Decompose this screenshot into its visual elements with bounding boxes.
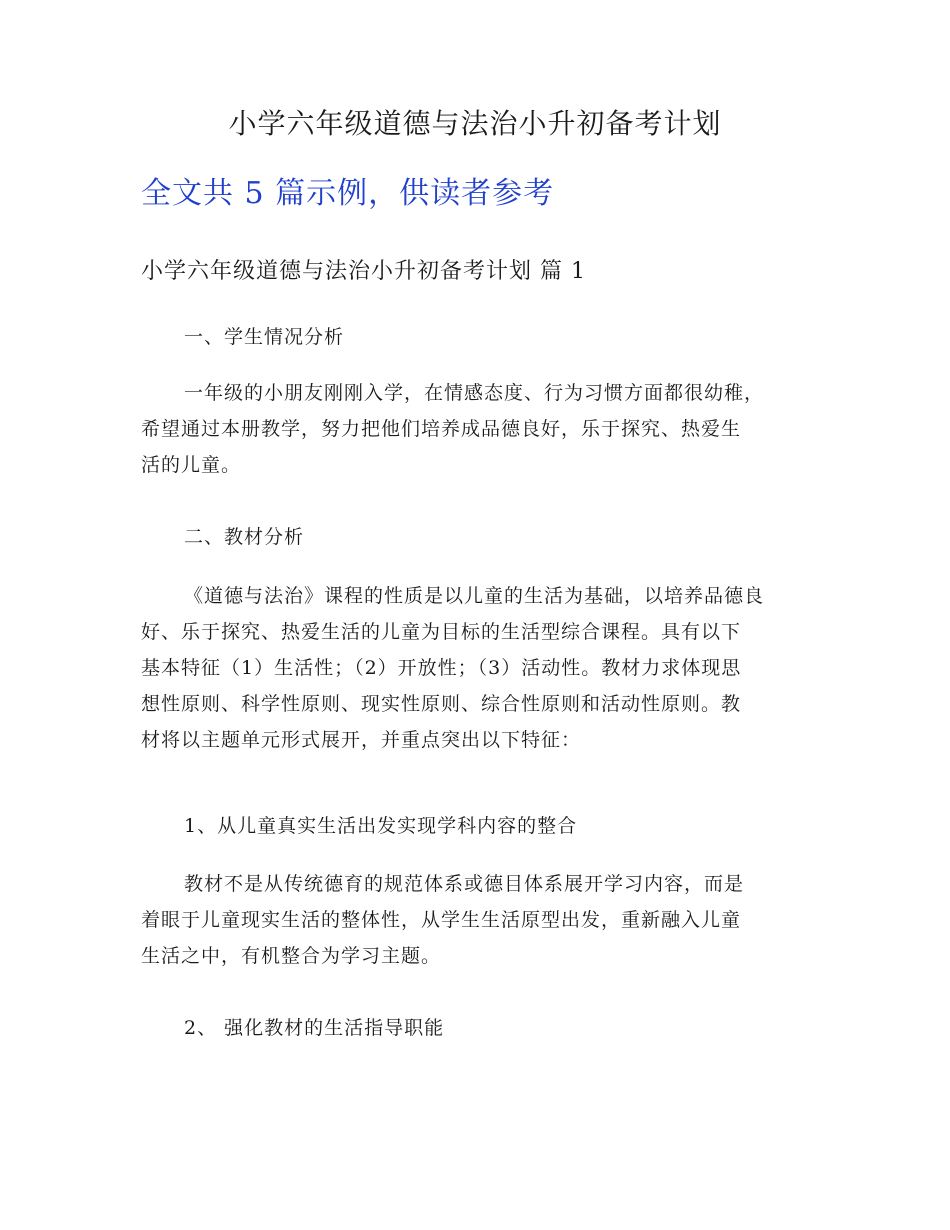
heading-point-1 [141, 808, 821, 844]
text-line: 好、乐于探究、热爱生活的儿童为目标的生活型综合课程。具有以下 [141, 621, 742, 643]
text-line: 想性原则、科学性原则、现实性原则、综合性原则和活动性原则。教 [141, 693, 742, 715]
paragraph-textbook-analysis [141, 578, 821, 758]
text-line: 《道德与法治》课程的性质是以儿童的生活为基础，以培养品德良 [184, 585, 765, 607]
document-title: 小学六年级道德与法治小升初备考计划 [228, 107, 722, 140]
text-line: 教材不是从传统德育的规范体系或德目体系展开学习内容，而是 [184, 873, 745, 895]
text-line: 希望通过本册教学，努力把他们培养成品德良好，乐于探究、热爱生 [141, 418, 742, 440]
text-line: 基本特征（1）生活性；（2）开放性；（3）活动性。教材力求体现思 [141, 657, 742, 679]
text-line: 二、教材分析 [184, 526, 305, 548]
paragraph-student-analysis [141, 375, 821, 483]
text-line: 活的儿童。 [141, 454, 242, 476]
heading-student-analysis [141, 319, 821, 355]
text-line: 1、从儿童真实生活出发实现学科内容的整合 [184, 815, 578, 837]
text-line: 着眼于儿童现实生活的整体性，从学生生活原型出发，重新融入儿童 [141, 909, 742, 931]
heading-point-2 [141, 1010, 821, 1046]
text-line: 生活之中，有机整合为学习主题。 [141, 945, 442, 967]
text-line: 一年级的小朋友刚刚入学，在情感态度、行为习惯方面都很幼稚， [184, 382, 765, 404]
text-line: 一、学生情况分析 [184, 326, 345, 348]
heading-textbook-analysis [141, 519, 821, 555]
text-line: 2、 强化教材的生活指导职能 [184, 1017, 445, 1039]
text-line: 材将以主题单元形式展开，并重点突出以下特征： [141, 729, 582, 751]
document-subtitle: 全文共 5 篇示例，供读者参考 [141, 176, 555, 211]
section-heading: 小学六年级道德与法治小升初备考计划 篇 1 [141, 259, 586, 284]
paragraph-point-1 [141, 866, 821, 974]
